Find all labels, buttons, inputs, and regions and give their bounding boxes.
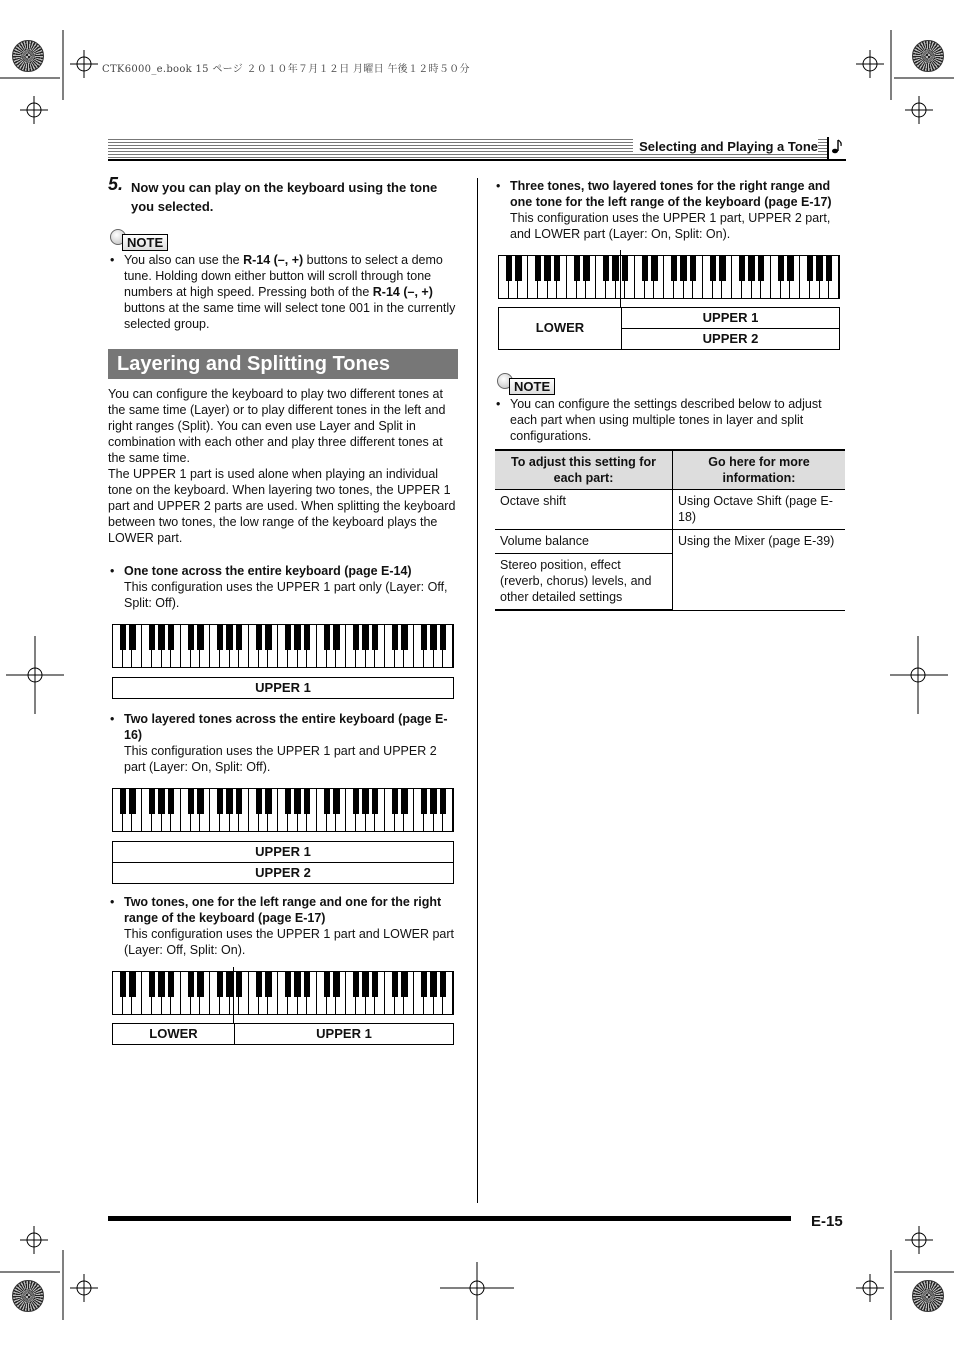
black-key (285, 625, 291, 650)
intro-text: You can configure the keyboard to play two different tones at the same time (Layer) or to play different tones in the left and right ranges (Split). You can even use Layer and Split in combination with each other and play three different tones at the same time. The UPPER 1 part is used alone when playing an individual tone on the keyboard. When layering two tones, the UPPER 1 part and UPPER 2 parts are used. When splitting the keyboard between two tones, the low range of the keyboard plays the LOWER part. (108, 387, 456, 545)
black-key (285, 972, 291, 997)
black-key (506, 256, 512, 281)
black-key (120, 625, 126, 650)
print-info: CTK6000_e.book 15 ページ ２０１０年７月１２日 月曜日 午後１２時５０分 (102, 64, 470, 75)
black-key (217, 972, 223, 997)
keyboard-diagram (112, 788, 454, 832)
black-key (392, 789, 398, 814)
black-key (690, 256, 696, 281)
config-item: • Two layered tones across the entire keyboard (page E-16) This configuration uses the UPPER 1 part and UPPER 2 part (Layer: On, Split: Off). (110, 712, 448, 774)
music-note-icon (827, 137, 847, 159)
black-key (535, 256, 541, 281)
black-key (333, 789, 339, 814)
black-key (362, 625, 368, 650)
config-item: • One tone across the entire keyboard (page E-14) This configuration uses the UPPER 1 part only (Layer: Off, Split: Off). (110, 564, 448, 610)
black-key (333, 972, 339, 997)
part-label: UPPER 1 (255, 680, 311, 695)
black-key (197, 625, 203, 650)
section-heading: Layering and Splitting Tones (108, 349, 458, 379)
black-key (256, 972, 262, 997)
note-label: NOTE (122, 234, 168, 251)
black-key (149, 972, 155, 997)
black-key (188, 625, 194, 650)
black-key (149, 789, 155, 814)
black-key (168, 789, 174, 814)
black-key (612, 256, 618, 281)
black-key (304, 789, 310, 814)
split-point-line (620, 250, 621, 307)
black-key (294, 789, 300, 814)
part-label: UPPER 1 (113, 844, 453, 863)
running-header: Selecting and Playing a Tone (633, 139, 818, 154)
split-point-line (233, 967, 234, 1023)
black-key (217, 789, 223, 814)
black-key (515, 256, 521, 281)
black-key (440, 789, 446, 814)
black-key (226, 789, 232, 814)
keyboard-diagram (112, 624, 454, 668)
black-key (304, 972, 310, 997)
black-key (430, 789, 436, 814)
black-key (719, 256, 725, 281)
black-key (372, 972, 378, 997)
table-cell: Using Octave Shift (page E-18) (673, 490, 846, 530)
table-row (495, 530, 845, 554)
black-key (285, 789, 291, 814)
black-key (158, 972, 164, 997)
black-key (265, 972, 271, 997)
black-key (158, 789, 164, 814)
part-label: LOWER (535, 320, 585, 335)
black-key (603, 256, 609, 281)
step-number: 5. (108, 174, 124, 194)
black-key (120, 972, 126, 997)
note-label: NOTE (509, 378, 555, 395)
black-key (680, 256, 686, 281)
black-key (710, 256, 716, 281)
black-key (739, 256, 745, 281)
part-label-box (112, 1023, 454, 1045)
black-key (158, 625, 164, 650)
footer-rule (108, 1216, 791, 1221)
black-key (256, 625, 262, 650)
black-key (324, 625, 330, 650)
black-key (826, 256, 832, 281)
black-key (401, 625, 407, 650)
black-key (430, 972, 436, 997)
step-text: Now you can play on the keyboard using the tone you selected. (131, 180, 438, 214)
black-key (120, 789, 126, 814)
black-key (816, 256, 822, 281)
black-key (421, 972, 427, 997)
column-divider (477, 178, 478, 1203)
black-key (421, 625, 427, 650)
black-key (440, 972, 446, 997)
black-key (129, 625, 135, 650)
part-label: UPPER 1 (316, 1026, 372, 1041)
black-key (622, 256, 628, 281)
black-key (353, 972, 359, 997)
black-key (324, 972, 330, 997)
black-key (430, 625, 436, 650)
config-item: • Two tones, one for the left range and one for the right range of the keyboard (page E-17) This configuration uses the UPPER 1 part and LOWER part (Layer: Off, Split: On). (110, 895, 455, 957)
black-key (236, 972, 242, 997)
black-key (778, 256, 784, 281)
part-label: UPPER 2 (702, 331, 759, 346)
black-key (294, 625, 300, 650)
table-row (495, 490, 845, 530)
black-key (401, 789, 407, 814)
black-key (544, 256, 550, 281)
config-item: • Three tones, two layered tones for the right range and one tone for the left range of the keyboard (page E-17) This configuration uses the UPPER 1 part, UPPER 2 part, and LOWER part (Layer: On, Split: On). (496, 179, 832, 241)
keyboard-diagram (498, 255, 840, 299)
table-cell: Volume balance (495, 530, 673, 554)
note-item: • You also can use the R-14 (–, +) buttons to select a demo tune. Holding down either button will scroll through tone numbers at high speed. Pressing both of the R-14 (–, +) buttons at the same time will select tone 001 in the currently selected group. (110, 253, 456, 331)
black-key (583, 256, 589, 281)
black-key (236, 625, 242, 650)
black-key (265, 789, 271, 814)
black-key (440, 625, 446, 650)
black-key (554, 256, 560, 281)
black-key (256, 789, 262, 814)
black-key (197, 789, 203, 814)
black-key (226, 625, 232, 650)
table-header: To adjust this setting for each part: (495, 450, 673, 490)
black-key (265, 625, 271, 650)
table-header-row (495, 450, 845, 490)
black-key (226, 972, 232, 997)
black-key (372, 789, 378, 814)
settings-table (495, 449, 845, 611)
part-label-box (498, 307, 840, 350)
keyboard-diagram (112, 971, 454, 1015)
black-key (236, 789, 242, 814)
part-label: UPPER 2 (255, 865, 311, 880)
black-key (149, 625, 155, 650)
part-label-box (112, 841, 454, 884)
black-key (353, 625, 359, 650)
part-label-box (112, 677, 454, 699)
black-key (392, 972, 398, 997)
black-key (574, 256, 580, 281)
part-label: LOWER (149, 1026, 198, 1041)
black-key (362, 972, 368, 997)
page-number: E-15 (811, 1213, 843, 1230)
black-key (671, 256, 677, 281)
black-key (129, 789, 135, 814)
black-key (129, 972, 135, 997)
black-key (807, 256, 813, 281)
black-key (372, 625, 378, 650)
black-key (787, 256, 793, 281)
table-cell: Using the Mixer (page E-39) (673, 530, 846, 611)
black-key (217, 625, 223, 650)
black-key (333, 625, 339, 650)
black-key (642, 256, 648, 281)
black-key (748, 256, 754, 281)
black-key (401, 972, 407, 997)
part-label: UPPER 1 (622, 310, 839, 329)
table-cell: Octave shift (495, 490, 673, 530)
black-key (758, 256, 764, 281)
note-item: • You can configure the settings described below to adjust each part when using multiple tones in layer and split configurations. (496, 397, 822, 443)
black-key (197, 972, 203, 997)
black-key (168, 972, 174, 997)
black-key (421, 789, 427, 814)
black-key (294, 972, 300, 997)
table-cell: Stereo position, effect (reverb, chorus) levels, and other detailed settings (495, 554, 673, 611)
black-key (392, 625, 398, 650)
black-key (168, 625, 174, 650)
black-key (651, 256, 657, 281)
black-key (353, 789, 359, 814)
black-key (362, 789, 368, 814)
black-key (304, 625, 310, 650)
black-key (188, 789, 194, 814)
black-key (188, 972, 194, 997)
black-key (324, 789, 330, 814)
table-header: Go here for more information: (673, 450, 846, 490)
